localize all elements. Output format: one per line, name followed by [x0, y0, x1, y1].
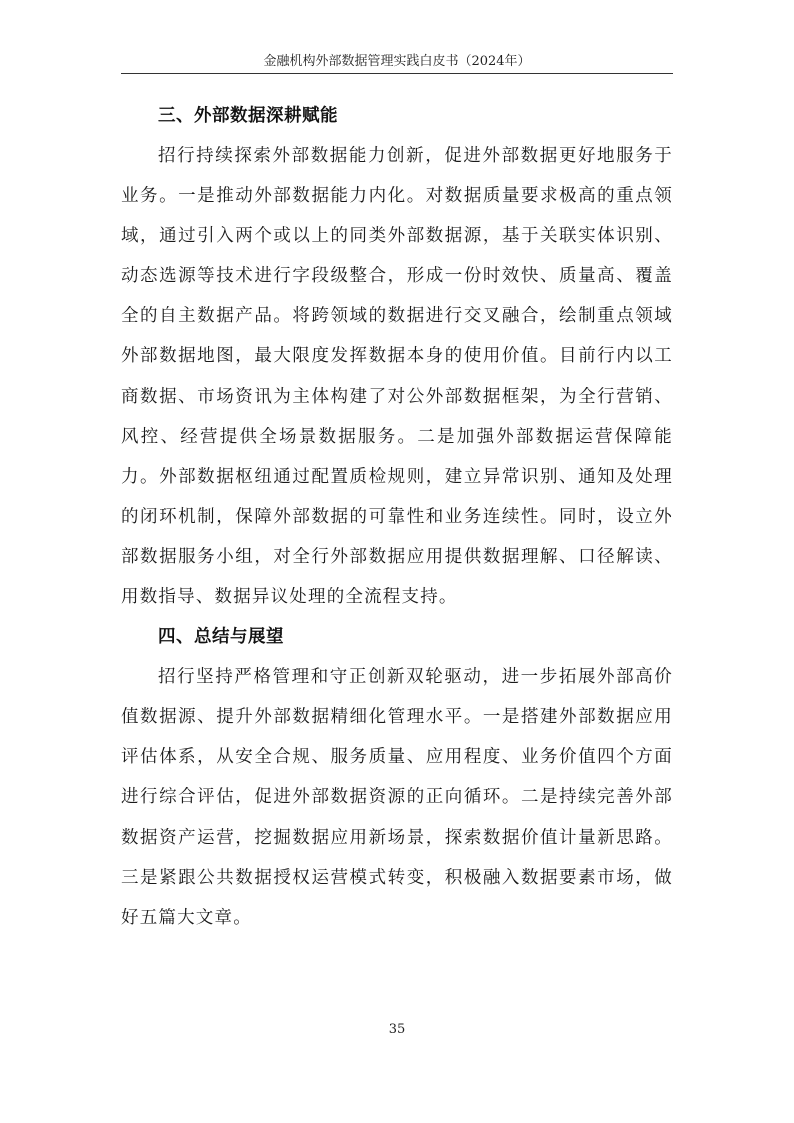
document-body: [121, 96, 673, 938]
section-deep-empowerment: [121, 96, 673, 617]
section-summary-outlook: [121, 617, 673, 938]
page-number: 35: [388, 1022, 406, 1037]
section-heading: 四、总结与展望: [158, 627, 284, 648]
body-paragraph: 招行坚持严格管理和守正创新双轮驱动，进一步拓展外部高价值数据源、提升外部数据精细化管理水平。一是搭建外部数据应用评估体系，从安全合规、服务质量、应用程度、业务价值四个方面进行综合评估，促进外部数据资源的正向循环。二是持续完善外部数据资产运营，挖掘数据应用新场景，探索数据价值计量新思路。三是紧跟公共数据授权运营模式转变，积极融入数据要素市场，做好五篇大文章。: [121, 667, 673, 928]
running-header: 金融机构外部数据管理实践白皮书（2024年）: [263, 54, 531, 69]
body-paragraph: 招行持续探索外部数据能力创新，促进外部数据更好地服务于业务。一是推动外部数据能力内化。对数据质量要求极高的重点领域，通过引入两个或以上的同类外部数据源，基于关联实体识别、动态选源等技术进行字段级整合，形成一份时效快、质量高、覆盖全的自主数据产品。将跨领域的数据进行交叉融合，绘制重点领域外部数据地图，最大限度发挥数据本身的使用价值。目前行内以工商数据、市场资讯为主体构建了对公外部数据框架，为全行营销、风控、经营提供全场景数据服务。二是加强外部数据运营保障能力。外部数据枢纽通过配置质检规则，建立异常识别、通知及处理的闭环机制，保障外部数据的可靠性和业务连续性。同时，设立外部数据服务小组，对全行外部数据应用提供数据理解、口径解读、用数指导、数据异议处理的全流程支持。: [121, 146, 673, 608]
header-divider: [121, 73, 673, 74]
section-heading: 三、外部数据深耕赋能: [158, 106, 338, 126]
